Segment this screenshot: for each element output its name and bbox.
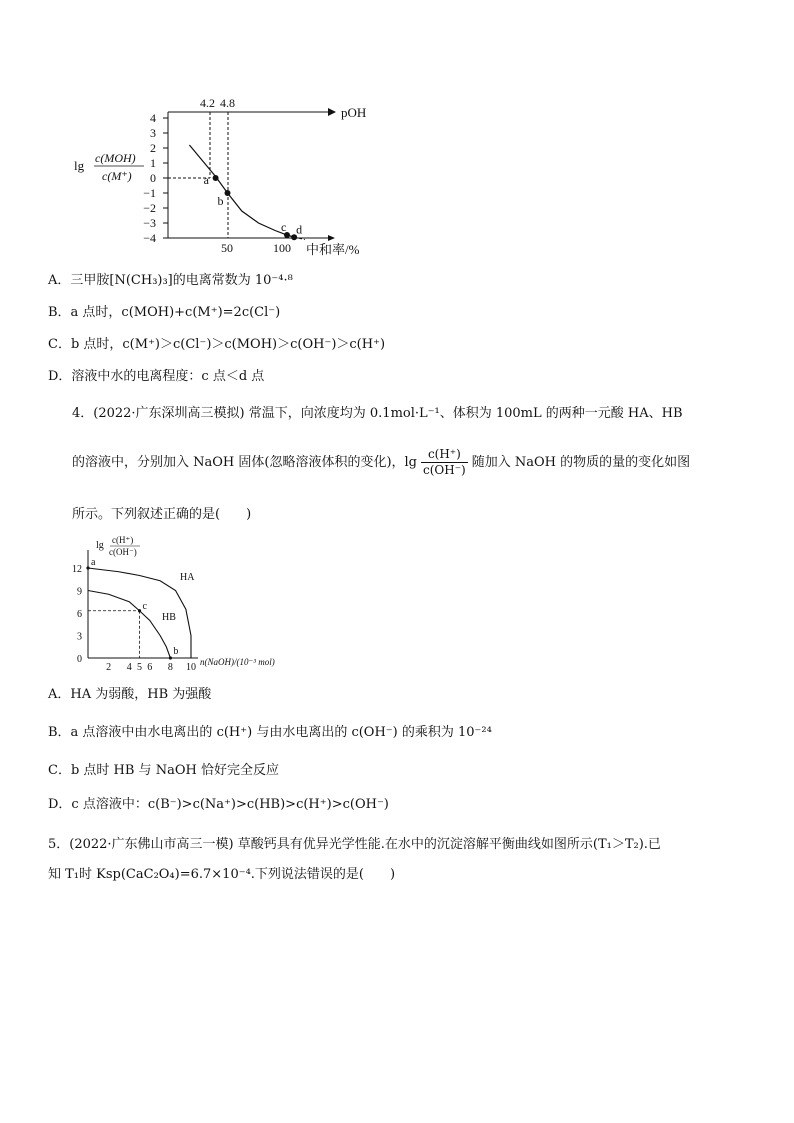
c2-y-label-num: c(H⁺)	[112, 535, 134, 545]
titration-chart-moh	[60, 90, 390, 260]
q4-stem-line3: 所示。下列叙述正确的是( )	[72, 507, 252, 522]
c2-x-label: n(NaOH)/(10⁻³ mol)	[200, 657, 275, 667]
c2-series-hb-label: HB	[162, 612, 176, 623]
q4-option-b: B．a 点溶液中由水电离出的 c(H⁺) 与由水电离出的 c(OH⁻) 的乘积为 10⁻²⁴	[48, 725, 492, 740]
c2-x-tick-label: 5	[137, 662, 142, 672]
c2-x-tick-label: 4	[126, 662, 132, 672]
y-tick-label: 1	[150, 156, 156, 170]
hb-curve	[88, 591, 170, 659]
point-label-d: d	[296, 222, 303, 237]
y-tick-label: 4	[150, 111, 156, 125]
y-tick-label: −2	[143, 201, 156, 215]
point-label-c: c	[281, 220, 287, 234]
q4-stem-line1: 4．(2022·广东深圳高三模拟) 常温下，向浓度均为 0.1mol·L⁻¹、体积为 100mL 的两种一元酸 HA、HB	[72, 406, 683, 421]
c2-x-tick-label: 10	[186, 662, 196, 672]
c2-y-label-den: c(OH⁻)	[109, 547, 137, 557]
q4-stem-line2	[72, 446, 690, 480]
x-tick-50: 50	[221, 241, 233, 255]
neutralization-curve	[189, 145, 294, 237]
y-tick-label: −1	[143, 186, 156, 200]
q4-option-c: C．b 点时 HB 与 NaOH 恰好完全反应	[48, 763, 279, 778]
y-label-den: c(M⁺)	[102, 169, 132, 183]
q3-option-c: C．b 点时，c(M⁺)＞c(Cl⁻)＞c(MOH)＞c(OH⁻)＞c(H⁺)	[48, 337, 386, 352]
x-tick-100: 100	[273, 241, 291, 255]
y-tick-label: −3	[143, 216, 156, 230]
c2-x-tick-label: 6	[147, 662, 153, 672]
top-tick-4-2: 4.2	[200, 96, 215, 110]
c2-point-c	[138, 609, 141, 612]
c2-y-tick-label: 6	[77, 609, 82, 620]
point-a	[213, 175, 219, 181]
top-tick-4-8: 4.8	[220, 96, 235, 110]
q3-option-d: D．溶液中水的电离程度：c 点＜d 点	[48, 369, 265, 384]
y-tick-label: 0	[150, 171, 156, 185]
q4-stem-post: 随加入 NaOH 的物质的量的变化如图	[471, 455, 691, 470]
x-axis-label: 中和率/%	[306, 242, 360, 257]
q5-stem-line2: 知 T₁时 Ksp(CaC₂O₄)=6.7×10⁻⁴.下列说法错误的是( )	[48, 867, 396, 882]
point-label-b: b	[217, 194, 224, 208]
c2-point-label-b: b	[173, 646, 179, 657]
y-tick-label: 3	[150, 126, 156, 140]
top-axis-label: pOH	[341, 105, 367, 120]
c2-x-tick-label: 8	[167, 662, 173, 672]
c2-y-tick-label: 9	[77, 586, 82, 598]
c2-series-ha-label: HA	[180, 572, 195, 583]
c2-point-label-a: a	[91, 557, 96, 568]
c2-y-tick-label: 12	[72, 564, 82, 575]
y-label-prefix: lg	[74, 158, 85, 173]
c2-y-label-prefix: lg	[96, 540, 104, 551]
q4-frac-num: c(H⁺)	[421, 447, 468, 463]
c2-x-tick-label: 2	[106, 662, 112, 672]
q4-frac-den: c(OH⁻)	[423, 463, 466, 477]
c2-point-b	[169, 656, 172, 659]
top-axis-arrow	[328, 108, 336, 116]
c2-point-label-c: c	[142, 600, 147, 612]
c2-point-a	[86, 566, 89, 569]
q4-stem-fraction	[421, 447, 468, 478]
q4-stem-pre: 的溶液中，分别加入 NaOH 固体(忽略溶液体积的变化)，lg	[72, 455, 418, 470]
y-tick-label: −4	[143, 231, 156, 245]
q4-option-a: A．HA 为弱酸，HB 为强酸	[48, 687, 212, 702]
point-label-a: a	[203, 173, 209, 187]
x-axis-arrow	[328, 235, 335, 241]
c2-y-tick-label: 0	[77, 654, 82, 665]
y-label-num: c(MOH)	[95, 151, 136, 165]
q3-option-a: A．三甲胺[N(CH₃)₃]的电离常数为 10⁻⁴·⁸	[48, 273, 293, 288]
y-tick-label: 2	[150, 141, 156, 155]
point-b	[225, 190, 231, 196]
c2-y-tick-label: 3	[77, 631, 82, 643]
q4-option-d: D．c 点溶液中：c(B⁻)>c(Na⁺)>c(HB)>c(H⁺)>c(OH⁻)	[48, 797, 389, 812]
q5-stem-line1: 5．(2022·广东佛山市高三一模) 草酸钙具有优异光学性能.在水中的沉淀溶解平衡曲线如图所示(T₁＞T₂).已	[48, 837, 661, 852]
titration-chart-ha-hb	[60, 534, 320, 672]
q3-option-b: B．a 点时，c(MOH)+c(M⁺)=2c(Cl⁻)	[48, 305, 281, 320]
